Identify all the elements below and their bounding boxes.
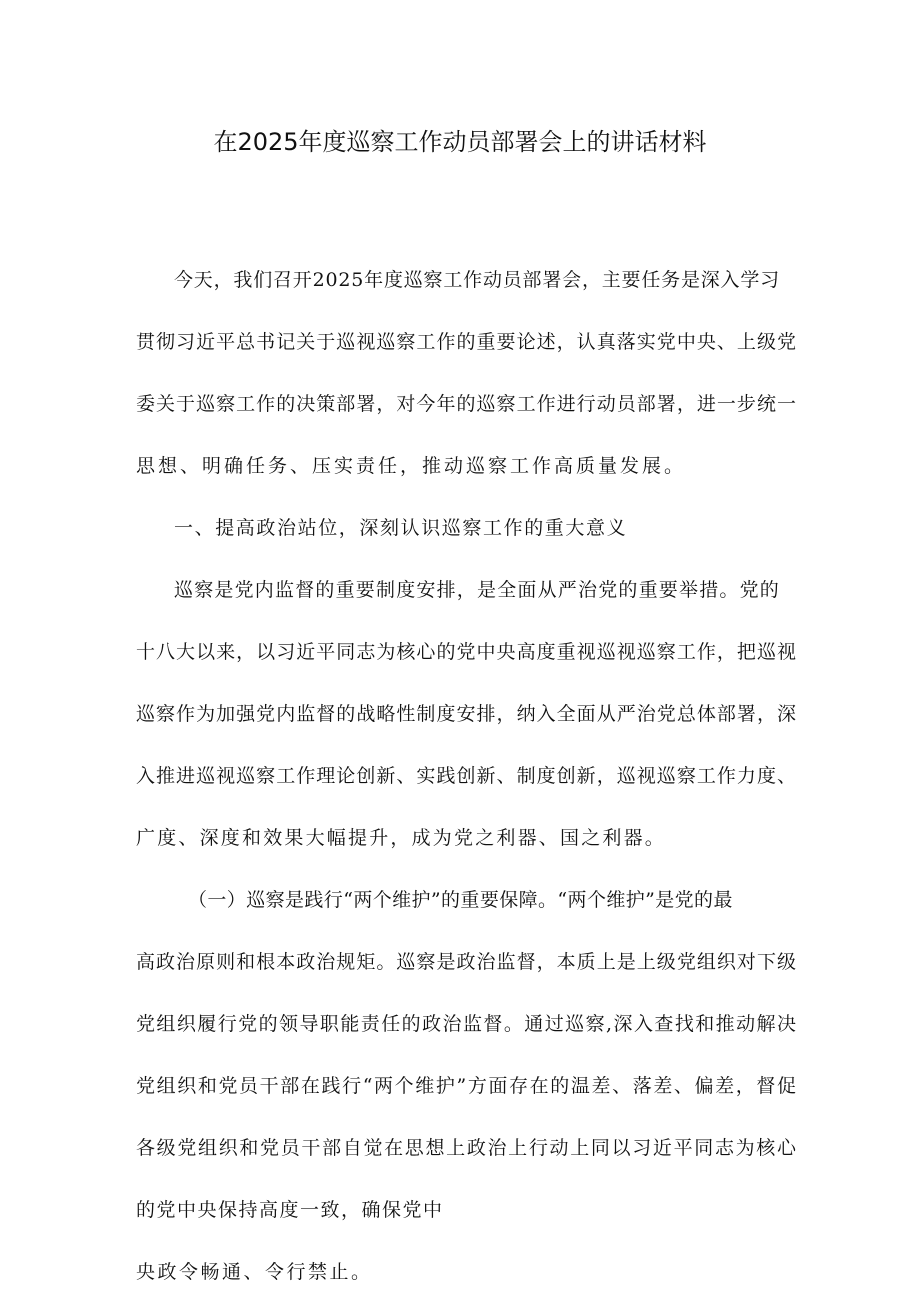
section-heading-text: 一、提高政治站位，深刻认识巡察工作的重大意义 (174, 517, 628, 539)
paragraph-line: 各级党组织和党员干部自觉在思想上政治上行动上同以习近平同志为核心 (136, 1137, 796, 1159)
paragraph-line: 的党中央保持高度一致，确保党中 (136, 1199, 444, 1221)
paragraph-line: 巡察作为加强党内监督的战略性制度安排，纳入全面从严治党总体部署，深 (136, 703, 796, 725)
paragraph-line: 党组织履行党的领导职能责任的政治监督。通过巡察,深入查找和推动解决 (136, 1013, 796, 1035)
paragraph-line: 央政令畅通、令行禁止。 (136, 1261, 373, 1283)
paragraph-line: 党组织和党员干部在践行“两个维护”方面存在的温差、落差、偏差，督促 (136, 1075, 796, 1097)
document-title: 在2025年度巡察工作动员部署会上的讲话材料 (213, 128, 707, 156)
paragraph-line: 巡察是党内监督的重要制度安排，是全面从严治党的重要举措。党的 (174, 579, 781, 601)
paragraph-line: （一）巡察是践行“两个维护”的重要保障。“两个维护”是党的最 (188, 889, 733, 911)
paragraph-line: 思想、明确任务、压实责任，推动巡察工作高质量发展。 (136, 455, 687, 477)
paragraph-line: 广度、深度和效果大幅提升，成为党之利器、国之利器。 (136, 827, 667, 849)
paragraph-line: 委关于巡察工作的决策部署，对今年的巡察工作进行动员部署，进一步统一 (136, 393, 796, 415)
paragraph-line: 入推进巡视巡察工作理论创新、实践创新、制度创新，巡视巡察工作力度、 (136, 765, 796, 787)
paragraph-line: 十八大以来，以习近平同志为核心的党中央高度重视巡视巡察工作，把巡视 (136, 641, 796, 663)
paragraph-line: 今天，我们召开2025年度巡察工作动员部署会，主要任务是深入学习 (174, 269, 780, 291)
paragraph-line: 贯彻习近平总书记关于巡视巡察工作的重要论述，认真落实党中央、上级党 (136, 331, 796, 353)
paragraph-line: 高政治原则和根本政治规矩。巡察是政治监督，本质上是上级党组织对下级 (136, 951, 796, 973)
